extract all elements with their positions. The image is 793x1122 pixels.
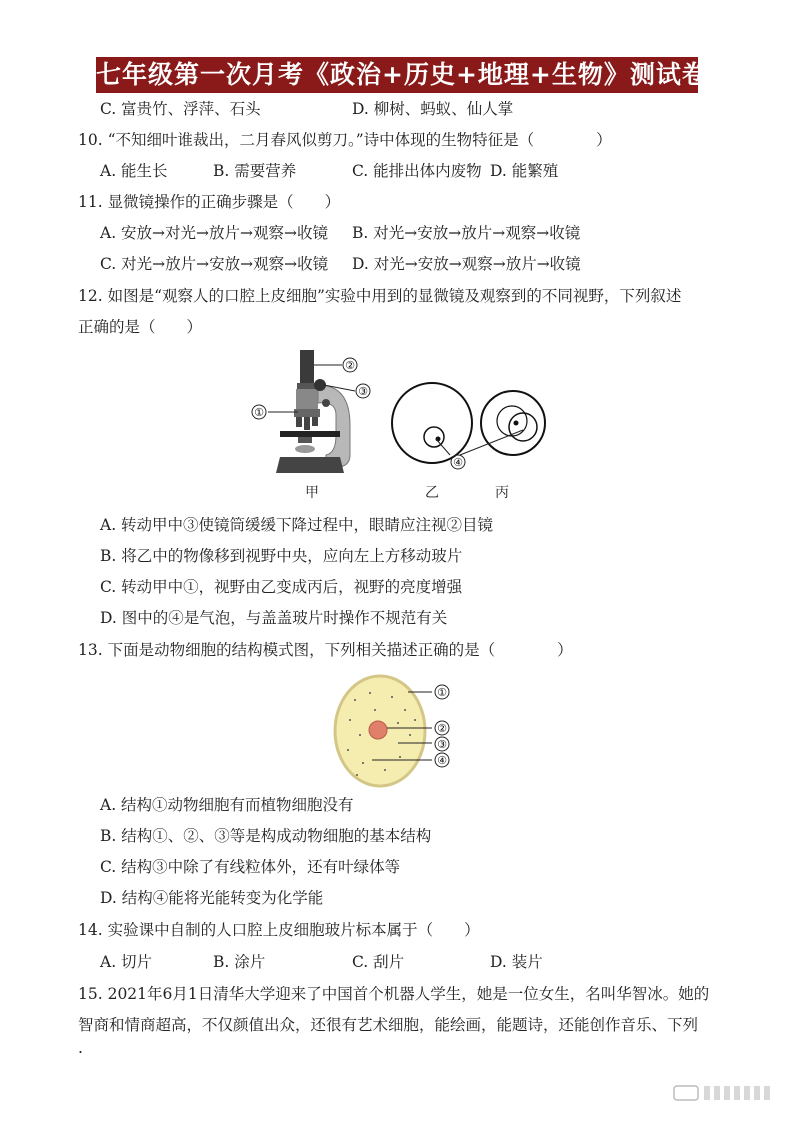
q13-option-c: C. 结构③中除了有线粒体外，还有叶绿体等 bbox=[100, 858, 401, 876]
q11-option-d: D. 对光→安放→观察→放片→收镜 bbox=[352, 255, 581, 273]
question-15-line2: 智商和情商超高，不仅颜值出众，还很有艺术细胞，能绘画，能题诗，还能创作音乐、下列 bbox=[78, 1016, 699, 1034]
question-13-stem: 13. 下面是动物细胞的结构模式图，下列相关描述正确的是（ ） bbox=[78, 641, 573, 659]
q9-option-c: C. 富贵竹、浮萍、石头 bbox=[100, 100, 261, 118]
question-15-line1: 15. 2021年6月1日清华大学迎来了中国首个机器人学生，她是一位女生，名叫华智冰。她的 bbox=[78, 985, 710, 1003]
nucleus bbox=[369, 721, 387, 739]
question-12-stem-cont: 正确的是（ ） bbox=[78, 318, 203, 336]
label-2: ② bbox=[345, 359, 355, 372]
label-jia: 甲 bbox=[305, 485, 319, 501]
q9-option-d: D. 柳树、蚂蚁、仙人掌 bbox=[352, 100, 514, 118]
q12-option-d: D. 图中的④是气泡，与盖盖玻片时操作不规范有关 bbox=[100, 609, 448, 627]
q13-option-a: A. 结构①动物细胞有而植物细胞没有 bbox=[100, 796, 354, 814]
question-10-stem: 10. “不知细叶谁裁出，二月春风似剪刀。”诗中体现的生物特征是（ ） bbox=[78, 131, 612, 149]
view-yi bbox=[392, 383, 472, 463]
question-15-line3: . bbox=[78, 1039, 83, 1057]
q12-figure bbox=[240, 345, 570, 505]
q13-option-b: B. 结构①、②、③等是构成动物细胞的基本结构 bbox=[100, 827, 432, 845]
cell-label-4: ④ bbox=[437, 754, 447, 767]
q11-option-c: C. 对光→放片→安放→观察→收镜 bbox=[100, 255, 329, 273]
q14-option-a: A. 切片 bbox=[100, 953, 153, 971]
label-1: ① bbox=[254, 406, 264, 419]
label-bing: 丙 bbox=[495, 485, 509, 501]
cell-label-2: ② bbox=[437, 722, 447, 735]
view-bing bbox=[481, 391, 545, 455]
label-yi: 乙 bbox=[425, 485, 439, 501]
q11-option-b: B. 对光→安放→放片→观察→收镜 bbox=[352, 224, 581, 242]
q12-option-b: B. 将乙中的物像移到视野中央，应向左上方移动玻片 bbox=[100, 547, 463, 565]
q10-option-d: D. 能繁殖 bbox=[490, 162, 559, 180]
question-14-stem: 14. 实验课中自制的人口腔上皮细胞玻片标本属于（ ） bbox=[78, 921, 480, 939]
label-3: ③ bbox=[358, 385, 368, 398]
q14-option-c: C. 刮片 bbox=[352, 953, 405, 971]
q14-option-b: B. 涂片 bbox=[213, 953, 266, 971]
cell-label-3: ③ bbox=[437, 738, 447, 751]
question-11-stem: 11. 显微镜操作的正确步骤是（ ） bbox=[78, 193, 341, 211]
question-12-stem: 12. 如图是“观察人的口腔上皮细胞”实验中用到的显微镜及观察到的不同视野，下列叙述 bbox=[78, 287, 682, 305]
q13-animal-cell-figure bbox=[330, 675, 460, 790]
q11-option-a: A. 安放→对光→放片→观察→收镜 bbox=[100, 224, 328, 242]
q12-option-c: C. 转动甲中①，视野由乙变成丙后，视野的亮度增强 bbox=[100, 578, 463, 596]
q13-option-d: D. 结构④能将光能转变为化学能 bbox=[100, 889, 324, 907]
label-4: ④ bbox=[453, 456, 463, 469]
q12-option-a: A. 转动甲中③使镜筒缓缓下降过程中，眼睛应注视②目镜 bbox=[100, 516, 494, 534]
q10-option-a: A. 能生长 bbox=[100, 162, 168, 180]
watermark-logo-icon bbox=[672, 1082, 776, 1104]
q10-option-c: C. 能排出体内废物 bbox=[352, 162, 482, 180]
q14-option-d: D. 装片 bbox=[490, 953, 543, 971]
page-title: 七年级第一次月考《政治+历史+地理+生物》测试卷 bbox=[96, 57, 698, 93]
cell-label-1: ① bbox=[437, 686, 447, 699]
q10-option-b: B. 需要营养 bbox=[213, 162, 297, 180]
